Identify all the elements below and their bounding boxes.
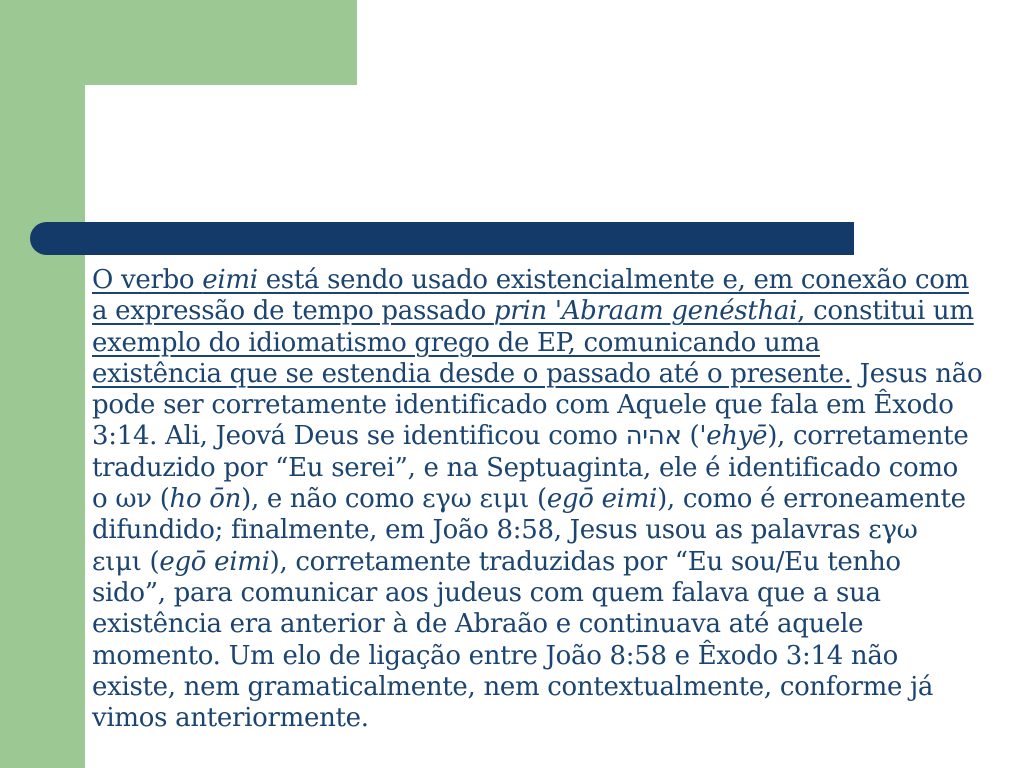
text-line (92, 265, 992, 296)
text-run: pode ser corretamente identificado com Aquele que fala em Êxodo (92, 390, 954, 421)
text-run: Jesus não (851, 358, 983, 389)
text-run: existência que se estendia desde o passado até o presente. (92, 358, 852, 389)
title-accent-bar (30, 222, 854, 255)
text-line (92, 484, 992, 515)
green-left-strip (0, 0, 85, 768)
text-line (92, 703, 992, 734)
text-run: ), e não como εγω ειμι ( (241, 484, 547, 515)
text-run: existe, nem gramaticalmente, nem contextualmente, conforme já (92, 671, 934, 702)
text-run: ), corretamente traduzidas por “Eu sou/Eu tenho (269, 546, 901, 577)
text-line (92, 578, 992, 609)
text-run: egō eimi (159, 546, 270, 577)
text-run: O verbo (92, 265, 203, 295)
text-line (92, 547, 992, 578)
text-run: prin 'Abraam genésthai (493, 296, 798, 327)
text-run: existência era anterior à de Abraão e continuava até aquele (92, 609, 864, 640)
text-run: está sendo usado existencialmente e, em conexão com (257, 265, 969, 295)
text-run: ), como é erroneamente (657, 484, 966, 515)
text-run: 3:14. Ali, Jeová Deus se identificou como אהיה ( (92, 421, 700, 452)
text-line (92, 421, 992, 452)
text-run: 'ehyē (699, 421, 768, 452)
text-run: sido”, para comunicar aos judeus com quem falava que a sua (92, 577, 881, 608)
text-run: ho ōn (169, 484, 242, 515)
text-line (92, 609, 992, 640)
text-run: egō eimi (546, 484, 658, 515)
text-line (92, 641, 992, 672)
text-line (92, 390, 992, 421)
text-run: eimi (202, 265, 258, 295)
text-line (92, 296, 992, 327)
text-line (92, 672, 992, 703)
text-run: a expressão de tempo passado (92, 296, 494, 327)
text-line (92, 328, 992, 359)
text-run: traduzido por “Eu serei”, e na Septuaginta, ele é identificado como (92, 452, 959, 483)
text-run: exemplo do idiomatismo grego de EP, comunicando uma (92, 327, 820, 358)
text-line (92, 453, 992, 484)
text-run: o ων ( (92, 484, 170, 515)
text-run: vimos anteriormente. (92, 703, 369, 734)
text-run: difundido; finalmente, em João 8:58, Jesus usou as palavras εγω (92, 515, 918, 546)
text-line (92, 515, 992, 546)
text-line (92, 359, 992, 390)
text-run: ), corretamente (767, 421, 969, 452)
text-run: ειμι ( (92, 546, 160, 577)
text-run: momento. Um elo de ligação entre João 8:58 e Êxodo 3:14 não (92, 640, 898, 671)
text-run: , constitui um (797, 296, 974, 327)
paragraph (92, 265, 992, 734)
